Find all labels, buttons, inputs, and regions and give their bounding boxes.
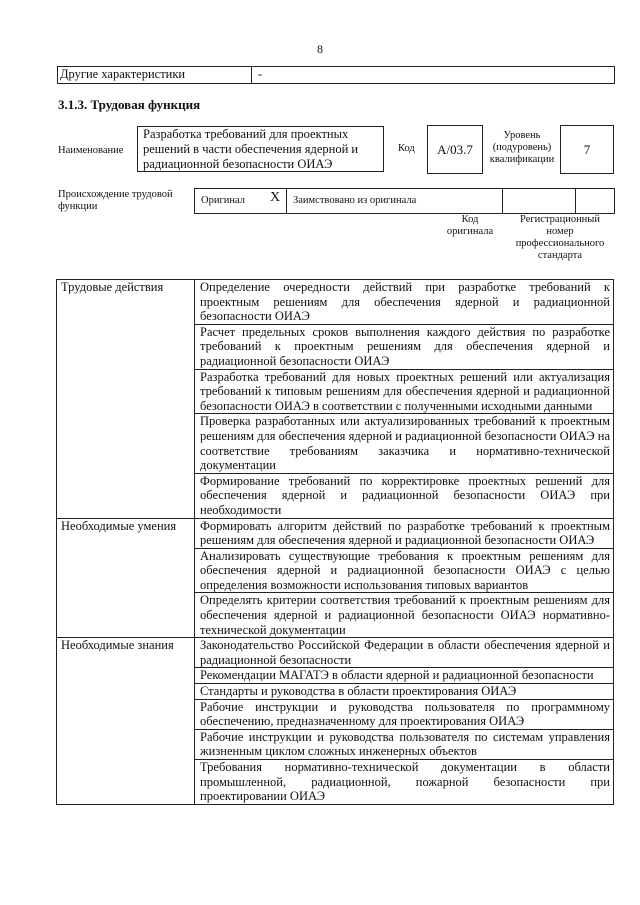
- registration-number-label: Регистрационный номер профессионального стандарта: [515, 214, 605, 261]
- original-label: Оригинал: [201, 195, 245, 206]
- section-item: Рабочие инструкции и руководства пользователя по программному обеспечению, предназначенному для проектирования ОИАЭ: [195, 699, 614, 729]
- function-table: [56, 279, 614, 805]
- section-title: Необходимые знания: [57, 638, 195, 805]
- section-item: Определение очередности действий при разработке требований к проектным решениям для обеспечения ядерной и радиационной безопасности ОИАЭ: [195, 280, 614, 325]
- other-characteristics-label: Другие характеристики: [60, 67, 186, 81]
- divider: [575, 189, 576, 213]
- origin-label: Происхождение трудовой функции: [58, 189, 173, 212]
- name-label: Наименование: [58, 145, 124, 156]
- table-row: [57, 280, 614, 325]
- page-number: 8: [317, 42, 323, 56]
- divider: [286, 189, 287, 213]
- divider: [251, 67, 252, 83]
- code-value: A/03.7: [427, 125, 483, 174]
- section-title: Необходимые умения: [57, 518, 195, 638]
- other-characteristics-row: [57, 66, 615, 84]
- section-item: Формировать алгоритм действий по разработке требований к проектным решениям для обеспечения ядерной и радиационной безопасности ОИАЭ: [195, 518, 614, 548]
- section-item: Проверка разработанных или актуализированных требований к проектным решениям для обеспечения ядерной и радиационной безопасности ОИАЭ на соответствие требованиям заказчика и нормативно-технической документации: [195, 414, 614, 473]
- table-row: [57, 518, 614, 548]
- section-item: Рабочие инструкции и руководства пользователя по системам управления жизненным циклом сложных инженерных объектов: [195, 729, 614, 759]
- level-value: 7: [560, 125, 614, 174]
- section-item: Рекомендации МАГАТЭ в области ядерной и радиационной безопасности: [195, 668, 614, 684]
- original-code-label: Код оригинала: [446, 214, 494, 237]
- section-item: Законодательство Российской Федерации в области обеспечения ядерной и радиационной безопасности: [195, 638, 614, 668]
- original-mark: X: [270, 190, 281, 205]
- section-item: Формирование требований по корректировке проектных решений для обеспечения ядерной и радиационной безопасности ОИАЭ при необходимости: [195, 473, 614, 518]
- section-item: Расчет предельных сроков выполнения каждого действия по разработке требований к проектным решениям для обеспечения ядерной и радиационной безопасности ОИАЭ: [195, 324, 614, 369]
- origin-row: [194, 188, 615, 214]
- name-value: Разработка требований для проектных решений в части обеспечения ядерной и радиационной безопасности ОИАЭ: [137, 126, 384, 172]
- section-item: Разработка требований для новых проектных решений или актуализация требований к типовым решениям для обеспечения ядерной и радиационной безопасности ОИАЭ в соответствии с полученными исходными данными: [195, 369, 614, 414]
- code-label: Код: [398, 143, 415, 154]
- section-item: Определять критерии соответствия требований к проектным решениям для обеспечения ядерной и радиационной безопасности ОИАЭ нормативно-технической документации: [195, 593, 614, 638]
- section-heading: 3.1.3. Трудовая функция: [58, 97, 201, 112]
- borrowed-label: Заимствовано из оригинала: [293, 195, 417, 206]
- table-row: [57, 638, 614, 668]
- section-item: Стандарты и руководства в области проектирования ОИАЭ: [195, 684, 614, 700]
- other-characteristics-value: -: [258, 67, 263, 81]
- level-label: Уровень (подуровень) квалификации: [489, 130, 555, 165]
- section-title: Трудовые действия: [57, 280, 195, 519]
- divider: [502, 189, 503, 213]
- section-item: Требования нормативно-технической документации в области промышленной, радиационной, пожарной безопасности при проектировании ОИАЭ: [195, 760, 614, 805]
- section-item: Анализировать существующие требования к проектным решениям для обеспечения ядерной и радиационной безопасности ОИАЭ с целью определения возможности использования типовых вариантов: [195, 548, 614, 593]
